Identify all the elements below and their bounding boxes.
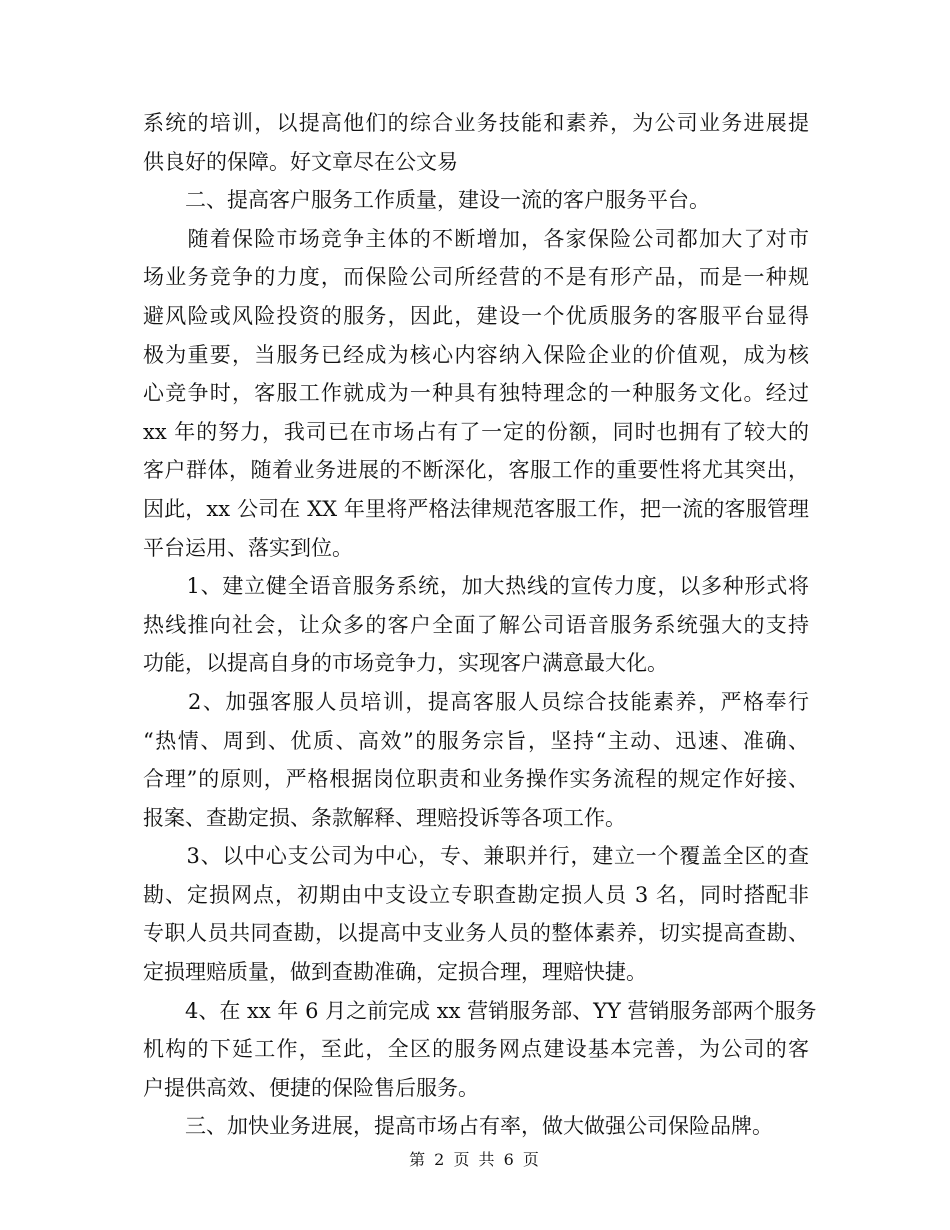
text-line: 机构的下延工作，至此，全区的服务网点建设基本完善，为公司的客	[143, 1037, 809, 1062]
list-item-line: 2、加强客服人员培训，提高客服人员综合技能素养，严格奉行	[143, 689, 809, 714]
section-heading: 二、提高客户服务工作质量，建设一流的客户服务平台。	[143, 188, 710, 213]
text-line: 因此，xx 公司在 XX 年里将严格法律规范客服工作，把一流的客服管理	[143, 496, 809, 521]
text-line: 场业务竞争的力度，而保险公司所经营的不是有形产品，而是一种规	[143, 265, 809, 290]
text-line: 合理”的原则，严格根据岗位职责和业务操作实务流程的规定作好接、	[143, 767, 809, 792]
text-line: 客户群体，随着业务进展的不断深化，客服工作的重要性将尤其突出，	[143, 458, 809, 483]
text-line: 极为重要，当服务已经成为核心内容纳入保险企业的价值观，成为核	[143, 342, 809, 367]
text-line: 避风险或风险投资的服务，因此，建设一个优质服务的客服平台显得	[143, 303, 809, 328]
section-heading: 三、加快业务进展，提高市场占有率，做大做强公司保险品牌。	[143, 1114, 773, 1139]
text-line: 供良好的保障。好文章尽在公文易	[143, 149, 458, 174]
text-line: 热线推向社会，让众多的客户全面了解公司语音服务系统强大的支持	[143, 612, 809, 637]
text-line: 功能，以提高自身的市场竞争力，实现客户满意最大化。	[143, 651, 668, 676]
text-line: “热情、周到、优质、高效”的服务宗旨，坚持“主动、迅速、准确、	[143, 728, 809, 753]
text-line: 户提供高效、便捷的保险售后服务。	[143, 1075, 479, 1100]
text-line: 平台运用、落实到位。	[143, 535, 353, 560]
text-line: 心竞争时，客服工作就成为一种具有独特理念的一种服务文化。经过	[143, 381, 809, 406]
text-line: 专职人员共同查勘，以提高中支业务人员的整体素养，切实提高查勘、	[143, 921, 809, 946]
text-line: xx 年的努力，我司已在市场占有了一定的份额，同时也拥有了较大的	[143, 419, 809, 444]
list-item-line: 3、以中心支公司为中心，专、兼职并行，建立一个覆盖全区的查	[143, 844, 809, 869]
text-line: 报案、查勘定损、条款解释、理赔投诉等各项工作。	[143, 805, 626, 830]
text-line: 随着保险市场竞争主体的不断增加，各家保险公司都加大了对市	[143, 226, 809, 251]
document-body	[143, 104, 817, 1146]
page-number-footer: 第 2 页 共 6 页	[409, 1150, 541, 1169]
list-item-line: 1、建立健全语音服务系统，加大热线的宣传力度，以多种形式将	[143, 574, 809, 599]
text-line: 定损理赔质量，做到查勘准确，定损合理，理赔快捷。	[143, 960, 647, 985]
text-line: 系统的培训，以提高他们的综合业务技能和素养，为公司业务进展提	[143, 111, 809, 135]
text-line: 勘、定损网点，初期由中支设立专职查勘定损人员 3 名，同时搭配非	[143, 882, 809, 907]
list-item-line: 4、在 xx 年 6 月之前完成 xx 营销服务部、YY 营销服务部两个服务	[143, 998, 817, 1023]
